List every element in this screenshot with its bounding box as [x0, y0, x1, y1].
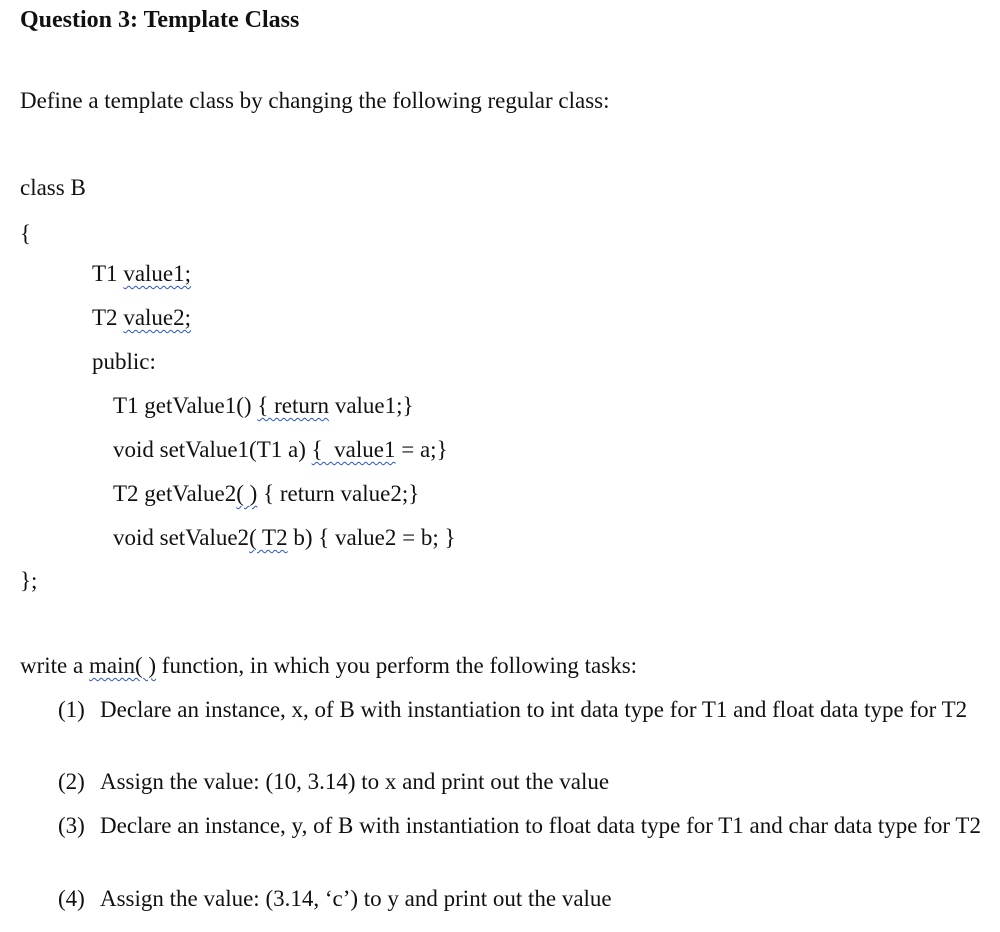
task-item: [58, 767, 988, 797]
method-body-rest: value1;}: [334, 393, 414, 418]
task-text: Assign the value: (10, 3.14) to x and print out the value: [100, 769, 610, 794]
member-type: T2: [92, 305, 118, 330]
close-brace: };: [20, 568, 38, 593]
method-signature: T2 getValue2: [113, 481, 237, 506]
member-value2: [92, 303, 191, 333]
task-number: (2): [58, 769, 85, 794]
method-setvalue1: [113, 435, 448, 465]
method-setvalue2: [113, 523, 456, 553]
task-number: (4): [58, 886, 85, 911]
method-signature: void setValue2: [113, 525, 250, 550]
access-specifier: public:: [92, 349, 156, 374]
task-item: [58, 884, 988, 914]
task-number: (3): [58, 813, 85, 838]
member-type: T1: [92, 261, 118, 286]
open-brace: {: [20, 221, 32, 246]
page-title: Question 3: Template Class: [20, 7, 300, 33]
member-name: value1;: [123, 261, 192, 286]
method-body-start: { value1: [311, 437, 396, 462]
method-signature: void setValue1(T1 a): [113, 437, 306, 462]
method-body-rest: = a;}: [401, 437, 448, 462]
method-getvalue2: [113, 479, 419, 509]
tasks-intro-before: write a: [20, 653, 84, 678]
method-body-start: { return: [257, 393, 330, 418]
task-item: [58, 695, 988, 725]
method-body-rest: b) { value2 = b; }: [293, 525, 456, 550]
intro-text: Define a template class by changing the following regular class:: [20, 88, 610, 113]
tasks-intro: [20, 651, 637, 681]
tasks-intro-function: main( ): [88, 653, 157, 678]
task-text: Declare an instance, y, of B with instantiation to float data type for T1 and char data type for T2: [100, 813, 981, 838]
member-name: value2;: [123, 305, 192, 330]
method-argument: ( T2: [249, 525, 288, 550]
task-text: Assign the value: (3.14, ‘c’) to y and print out the value: [100, 886, 612, 911]
member-value1: [92, 259, 191, 289]
method-body-rest: { return value2;}: [263, 481, 420, 506]
task-number: (1): [58, 697, 85, 722]
task-item: [58, 811, 988, 841]
tasks-intro-after: function, in which you perform the following tasks:: [161, 653, 638, 678]
method-getvalue1: [113, 391, 414, 421]
method-signature: T1 getValue1(): [113, 393, 252, 418]
class-declaration: class B: [20, 175, 86, 200]
task-text: Declare an instance, x, of B with instantiation to int data type for T1 and float data type for T2: [100, 697, 968, 722]
method-parens: ( ): [236, 481, 258, 506]
